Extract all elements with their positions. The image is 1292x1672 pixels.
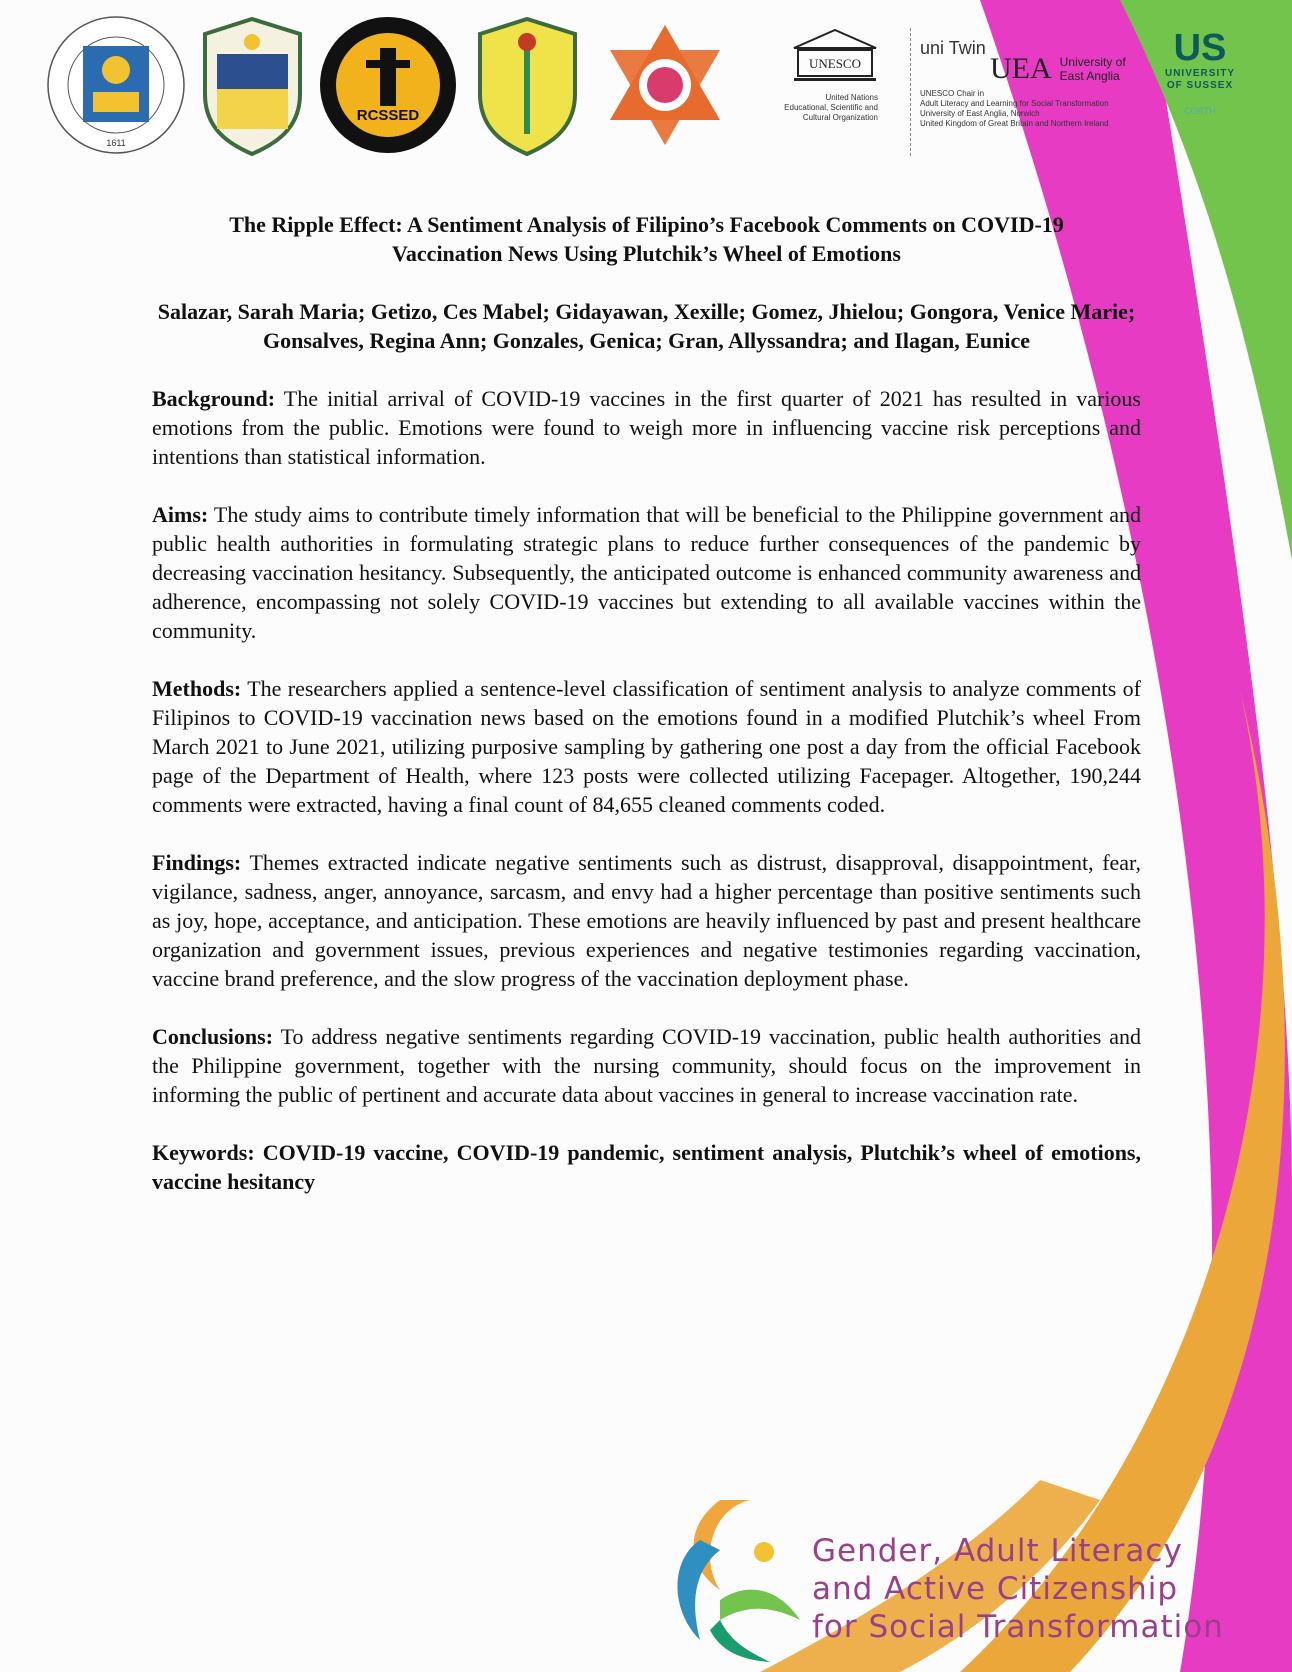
unitwin-caption-3: University of East Anglia, Norwich [920,109,1040,118]
unitwin-caption-1: UNESCO Chair in [920,89,985,98]
uea-name-2: East Anglia [1059,69,1120,83]
unesco-caption-2: Educational, Scientific and [784,103,878,112]
uea-name-1: University of [1059,55,1126,69]
conclusions-text: To address negative sentiments regarding COVID-19 vaccination, public health authorities and the Philippine government, together with the nursing community, should focus on the improvement in informing the public of pertinent and accurate data about vaccines in general to increase vaccination rate. [152,1024,1141,1107]
unesco-word: UNESCO [808,56,862,71]
nepal-star-logo [600,20,730,150]
sussex-logo [1160,28,1240,116]
footer-line-3: for Social Transformation [812,1609,1224,1645]
findings-label: Findings: [152,850,242,875]
unitwin-caption-4: United Kingdom of Great Britain and Northern Ireland [920,119,1109,128]
methods-text: The researchers applied a sentence-level classification of sentiment analysis to analyze comments of Filipinos to COVID-19 vaccination news based on the emotions found in a modified Plutchik’s wheel From March 2021 to June 2021, utilizing purposive sampling by gathering one post a day from the official Facebook page of the Department of Health, where 123 posts were collected utilizing Facepager. Altogether, 190,244 comments were extracted, having a final count of 84,655 cleaned comments coded. [152,676,1141,817]
background-label: Background: [152,386,276,411]
unesco-caption-3: Cultural Organization [802,113,878,122]
sussex-name-2: OF SUSSEX [1166,80,1234,91]
logo-row [0,0,1292,175]
footer-tagline [812,1532,1282,1646]
title-line-2: Vaccination News Using Plutchik’s Wheel of Emotions [392,241,901,266]
logo-divider [910,28,912,156]
footer-line-1: Gender, Adult Literacy [812,1533,1183,1569]
rcssed-name: RCSSED [356,107,420,124]
findings-section [152,848,1141,993]
unesco-caption-1: United Nations [825,93,878,102]
growth-figure-icon [660,1480,810,1670]
methods-label: Methods: [152,676,242,701]
crest-shield-logo [195,14,310,156]
unesco-logo [784,28,885,123]
conclusions-section [152,1022,1141,1109]
corth-word: CORTH [1184,106,1216,116]
aims-text: The study aims to contribute timely information that will be beneficial to the Philippine government and public health authorities in formulating strategic plans to reduce further consequences of the pandemic by decreasing vaccination hesitancy. Subsequently, the anticipated outcome is enhanced community awareness and adherence, encompassing not solely COVID-19 vaccines but extending to all available vaccines within the community. [152,502,1141,643]
ust-seal-logo [45,14,187,156]
ust-year: 1611 [106,138,126,148]
uea-logo [990,52,1126,86]
author-list: Salazar, Sarah Maria; Getizo, Ces Mabel; Gidayawan, Xexille; Gomez, Jhielou; Gongora, Venice Marie; Gonsalves, Regina Ann; Gonzales, Genica; Gran, Allyssandra; and Ilagan, Eunice [157,299,1136,353]
findings-text: Themes extracted indicate negative sentiments such as distrust, disapproval, disappointment, fear, vigilance, sadness, anger, annoyance, sarcasm, and envy had a higher percentage than positive sentiments such as joy, hope, acceptance, and anticipation. These emotions are heavily influenced by past and present healthcare organization and government issues, previous experiences and negative testimonies regarding vaccination, vaccine brand preference, and the slow progress of the vaccination deployment phase. [152,850,1141,991]
keywords: Keywords: COVID-19 vaccine, COVID-19 pandemic, sentiment analysis, Plutchik’s wheel of emotions, vaccine hesitancy [152,1140,1141,1194]
rcssed-logo [318,14,458,156]
conclusions-label: Conclusions: [152,1024,274,1049]
background-section [152,384,1141,471]
methods-section [152,674,1141,819]
uea-mark: UEA [990,52,1052,85]
title-line-1: The Ripple Effect: A Sentiment Analysis of Filipino’s Facebook Comments on COVID-19 [229,212,1064,237]
aims-label: Aims: [152,502,209,527]
abstract-document [152,210,1141,1196]
footer-line-2: and Active Citizenship [812,1571,1179,1607]
aims-section [152,500,1141,645]
unitwin-caption-2: Adult Literacy and Learning for Social Transformation [920,99,1109,108]
sussex-mark: US [1173,27,1227,69]
sussex-name-1: UNIVERSITY [1164,68,1235,79]
unesco-temple-icon [790,28,880,88]
nursing-crest-logo [470,14,585,156]
background-text: The initial arrival of COVID-19 vaccines in the first quarter of 2021 has resulted in various emotions from the public. Emotions were found to weigh more in influencing vaccine risk perceptions and intentions than statistical information. [152,386,1141,469]
unitwin-word: uni Twin [920,38,986,58]
paper-title [152,210,1141,268]
